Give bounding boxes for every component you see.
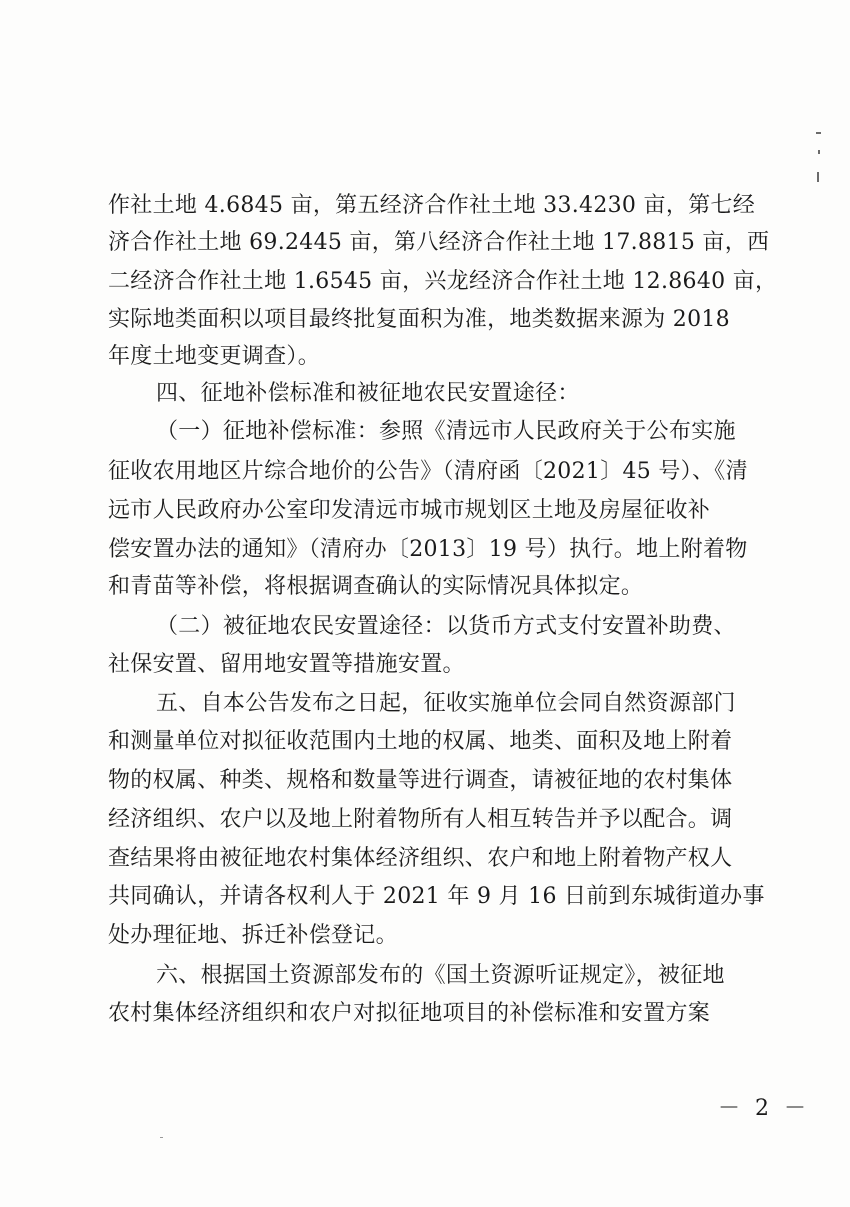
text-line: 实际地类面积以项目最终批复面积为准，地类数据来源为 2018 [108, 307, 730, 332]
page-number: － 2 － [718, 1096, 810, 1121]
scan-mark [817, 172, 819, 182]
text-line: 济合作社土地 69.2445 亩，第八经济合作社土地 17.8815 亩，西 [108, 230, 770, 255]
section-heading: 四、征地补偿标准和被征地农民安置途径： [156, 381, 580, 406]
text-line: 经济组织、农户以及地上附着物所有人相互转告并予以配合。调 [108, 807, 733, 832]
text-line: 农村集体经济组织和农户对拟征地项目的补偿标准和安置方案 [108, 1001, 711, 1026]
text-line: 二经济合作社土地 1.6545 亩，兴龙经济合作社土地 12.8640 亩， [108, 269, 778, 294]
section-heading: 五、自本公告发布之日起，征收实施单位会同自然资源部门 [156, 691, 736, 716]
scan-mark [818, 150, 820, 154]
section-heading: 六、根据国土资源部发布的《国土资源听证规定》，被征地 [156, 963, 725, 988]
text-line: 处办理征地、拆迁补偿登记。 [108, 923, 398, 948]
text-line: 远市人民政府办公室印发清远市城市规划区土地及房屋征收补 [108, 498, 711, 523]
text-line: （二）被征地农民安置途径：以货币方式支付安置补助费、 [156, 614, 736, 639]
scan-mark [816, 132, 821, 134]
text-line: （一）征地补偿标准：参照《清远市人民政府关于公布实施 [156, 419, 736, 444]
text-line: 共同确认，并请各权利人于 2021 年 9 月 16 日前到东城街道办事 [108, 884, 765, 909]
text-line: 年度土地变更调查）。 [108, 344, 321, 369]
text-line: 和青苗等补偿，将根据调查确认的实际情况具体拟定。 [108, 574, 644, 599]
text-line: 偿安置办法的通知》（清府办〔2013〕19 号）执行。地上附着物 [108, 537, 748, 562]
text-line: 作社土地 4.6845 亩，第五经济合作社土地 33.4230 亩，第七经 [108, 193, 756, 218]
scan-mark [160, 1137, 163, 1138]
text-line: 物的权属、种类、规格和数量等进行调查，请被征地的农村集体 [108, 768, 733, 793]
text-line: 和测量单位对拟征收范围内土地的权属、地类、面积及地上附着 [108, 729, 733, 754]
text-line: 查结果将由被征地农村集体经济组织、农户和地上附着物产权人 [108, 846, 733, 871]
text-line: 社保安置、留用地安置等措施安置。 [108, 652, 465, 677]
text-line: 征收农用地区片综合地价的公告》（清府函〔2021〕45 号）、《清 [108, 459, 748, 484]
